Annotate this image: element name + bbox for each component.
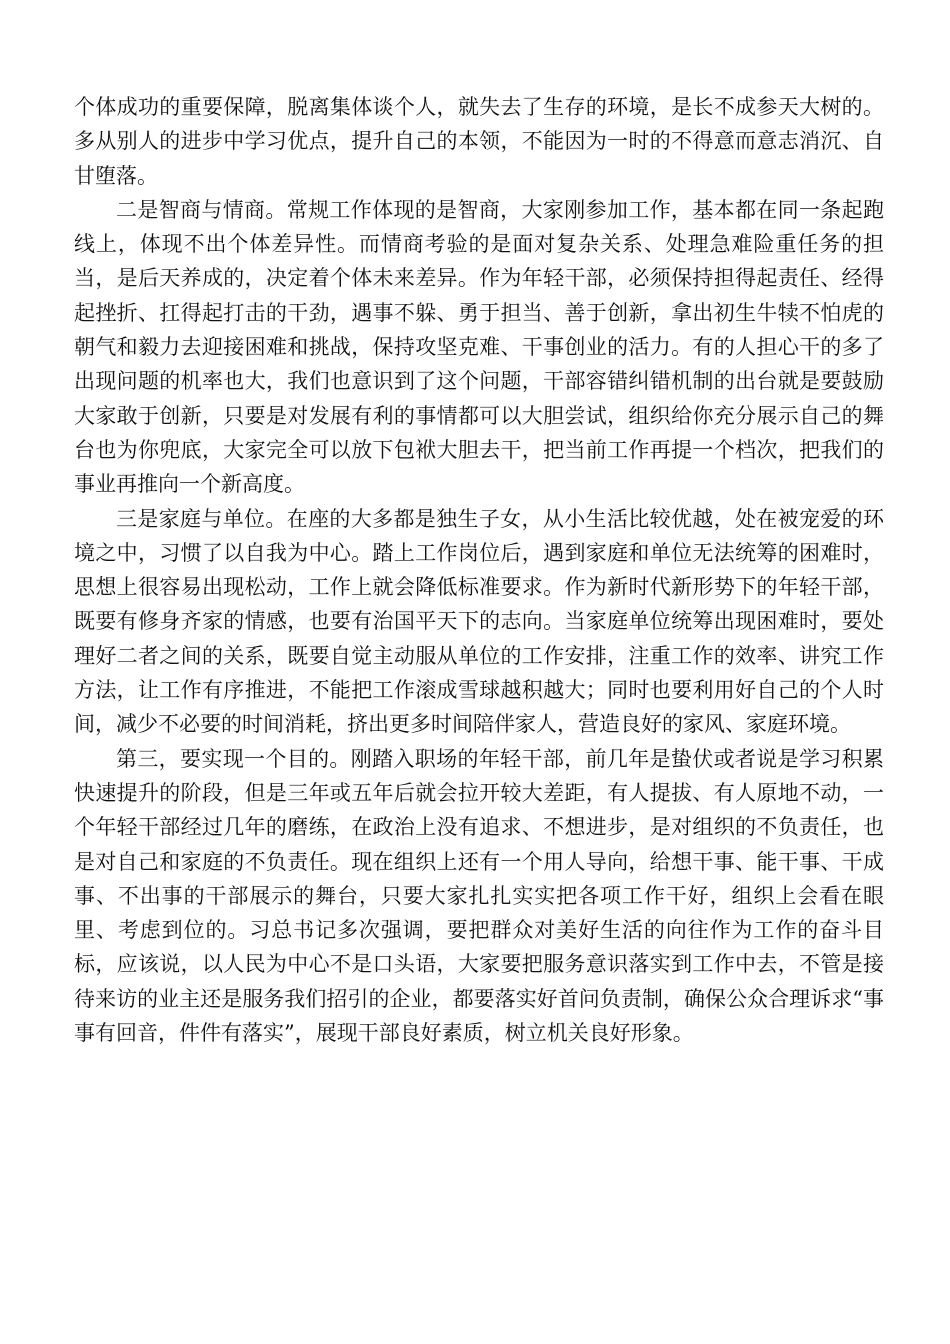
document-body — [74, 90, 884, 1050]
paragraph-continuation: 个体成功的重要保障，脱离集体谈个人，就失去了生存的环境，是长不成参天大树的。多从别人的进步中学习优点，提升自己的本领，不能因为一时的不得意而意志消沉、自甘堕落。 — [74, 95, 884, 188]
paragraph-family-work: 三是家庭与单位。在座的大多都是独生子女，从小生活比较优越，处在被宠爱的环境之中，习惯了以自我为中心。踏上工作岗位后，遇到家庭和单位无法统筹的困难时，思想上很容易出现松动，工作上就会降低标准要求。作为新时代新形势下的年轻干部，既要有修身齐家的情感，也要有治国平天下的志向。当家庭单位统筹出现困难时，要处理好二者之间的关系，既要自觉主动服从单位的工作安排，注重工作的效率、讲究工作方法，让工作有序推进，不能把工作滚成雪球越积越大；同时也要利用好自己的个人时间，减少不必要的时间消耗，挤出更多时间陪伴家人，营造良好的家风、家庭环境。 — [74, 506, 884, 737]
paragraph-iq-eq: 二是智商与情商。常规工作体现的是智商，大家刚参加工作，基本都在同一条起跑线上，体现不出个体差异性。而情商考验的是面对复杂关系、处理急难险重任务的担当，是后天养成的，决定着个体未来差异。作为年轻干部，必须保持担得起责任、经得起挫折、扛得起打击的干劲，遇事不躲、勇于担当、善于创新，拿出初生牛犊不怕虎的朝气和毅力去迎接困难和挑战，保持攻坚克难、干事创业的活力。有的人担心干的多了出现问题的机率也大，我们也意识到了这个问题，干部容错纠错机制的出台就是要鼓励大家敢于创新，只要是对发展有利的事情都可以大胆尝试，组织给你充分展示自己的舞台也为你兜底，大家完全可以放下包袱大胆去干，把当前工作再提一个档次，把我们的事业再推向一个新高度。 — [74, 197, 884, 497]
paragraph-third-goal: 第三，要实现一个目的。刚踏入职场的年轻干部，前几年是蛰伏或者说是学习积累快速提升的阶段，但是三年或五年后就会拉开较大差距，有人提拔、有人原地不动，一个年轻干部经过几年的磨练，在政治上没有追求、不想进步，是对组织的不负责任，也是对自己和家庭的不负责任。现在组织上还有一个用人导向，给想干事、能干事、干成事、不出事的干部展示的舞台，只要大家扎扎实实把各项工作干好，组织上会看在眼里、考虑到位的。习总书记多次强调，要把群众对美好生活的向往作为工作的奋斗目标，应该说，以人民为中心不是口头语，大家要把服务意识落实到工作中去，不管是接待来访的业主还是服务我们招引的企业，都要落实好首问负责制，确保公众合理诉求“事事有回音，件件有落实”，展现干部良好素质，树立机关良好形象。 — [74, 746, 884, 1046]
